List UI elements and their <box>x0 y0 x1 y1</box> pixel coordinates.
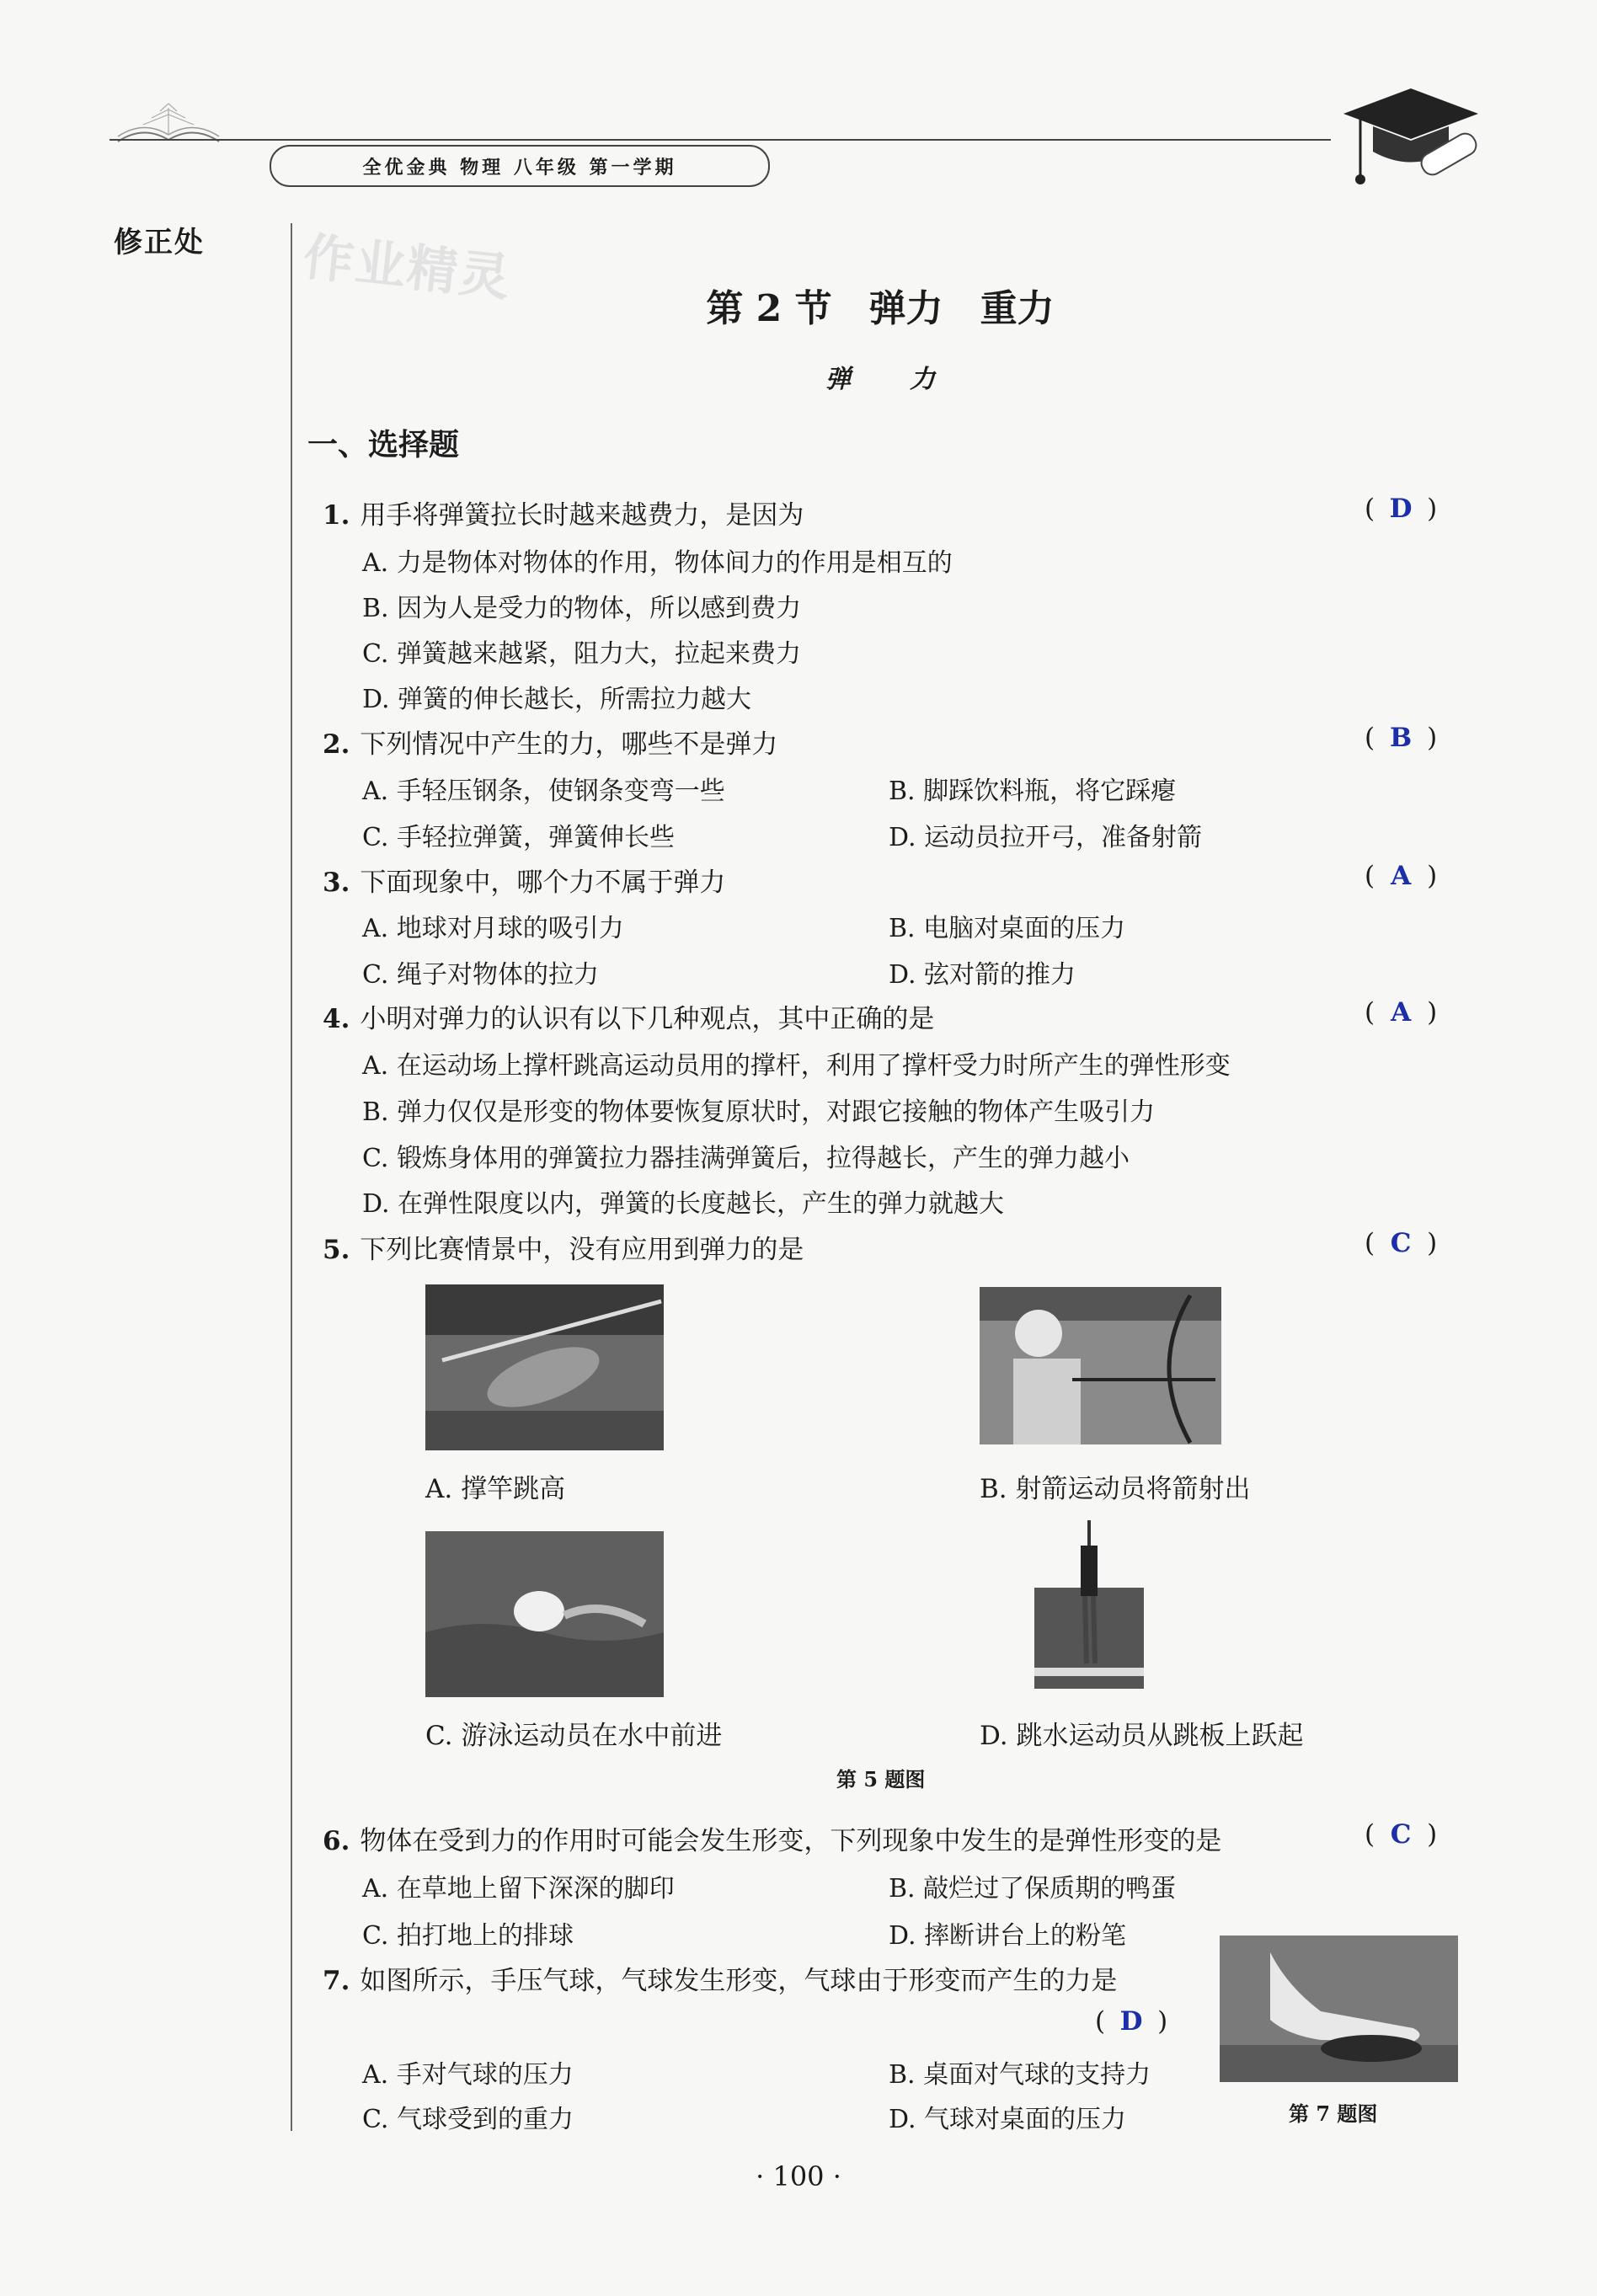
answer-4: ( A ) <box>1365 997 1438 1028</box>
q4-option-c: C. 锻炼身体用的弹簧拉力器挂满弹簧后，拉得越长，产生的弹力越小 <box>362 1144 1130 1173</box>
page-number: · 100 · <box>756 2160 841 2192</box>
question-5: 5. 下列比赛情景中，没有应用到弹力的是 <box>323 1235 804 1265</box>
q2-option-b: B. 脚踩饮料瓶，将它踩瘪 <box>889 777 1177 806</box>
answer-7: ( D ) <box>1095 2006 1168 2037</box>
q5-photo-b-caption: B. 射箭运动员将箭射出 <box>980 1474 1251 1504</box>
part-heading: 一、选择题 <box>307 428 460 462</box>
q2-option-a: A. 手轻压钢条，使钢条变弯一些 <box>362 777 725 806</box>
q6-option-d: D. 摔断讲台上的粉笔 <box>889 1921 1127 1951</box>
q4-option-b: B. 弹力仅仅是形变的物体要恢复原状时，对跟它接触的物体产生吸引力 <box>362 1097 1156 1127</box>
q1-option-d: D. 弹簧的伸长越长，所需拉力越大 <box>362 685 752 714</box>
open-book-icon <box>109 99 227 150</box>
q1-option-b: B. 因为人是受力的物体，所以感到费力 <box>362 594 802 623</box>
question-3: 3. 下面现象中，哪个力不属于弹力 <box>323 868 726 898</box>
margin-rule <box>291 223 292 2131</box>
series-title: 全优金典 物理 八年级 第一学期 <box>270 145 770 187</box>
section-title: 第 2 节 弹力 重力 <box>706 287 1055 330</box>
q6-option-a: A. 在草地上留下深深的脚印 <box>362 1874 675 1904</box>
graduation-cap-icon <box>1335 80 1487 190</box>
q2-option-c: C. 手轻拉弹簧，弹簧伸长些 <box>362 823 675 852</box>
q5-photo-c-caption: C. 游泳运动员在水中前进 <box>425 1721 723 1751</box>
q4-option-d: D. 在弹性限度以内，弹簧的长度越长，产生的弹力就越大 <box>362 1189 1005 1219</box>
answer-6: ( C ) <box>1365 1819 1438 1850</box>
q6-option-c: C. 拍打地上的排球 <box>362 1921 574 1951</box>
q7-option-b: B. 桌面对气球的支持力 <box>889 2060 1151 2090</box>
question-1: 1. 用手将弹簧拉长时越来越费力，是因为 <box>323 500 804 531</box>
hand-pressing-balloon-photo <box>1220 1936 1458 2082</box>
watermark: 作业精灵 <box>300 227 515 308</box>
q5-photo-a-caption: A. 撑竿跳高 <box>425 1474 566 1504</box>
answer-5: ( C ) <box>1365 1228 1438 1258</box>
q1-option-a: A. 力是物体对物体的作用，物体间力的作用是相互的 <box>362 548 953 578</box>
diving-photo <box>1034 1516 1144 1689</box>
q5-photo-d-caption: D. 跳水运动员从跳板上跃起 <box>980 1721 1304 1751</box>
q5-figure-label: 第 5 题图 <box>836 1767 926 1791</box>
question-6: 6. 物体在受到力的作用时可能会发生形变，下列现象中发生的是弹性形变的是 <box>323 1826 1222 1856</box>
question-7: 7. 如图所示，手压气球，气球发生形变，气球由于形变而产生的力是 <box>323 1966 1118 1996</box>
answer-3: ( A ) <box>1365 861 1438 891</box>
q7-option-c: C. 气球受到的重力 <box>362 2105 574 2134</box>
swimming-photo <box>425 1531 664 1697</box>
q2-option-d: D. 运动员拉开弓，准备射箭 <box>889 823 1203 852</box>
answer-1: ( D ) <box>1365 494 1438 524</box>
q3-option-a: A. 地球对月球的吸引力 <box>362 914 624 943</box>
q1-option-c: C. 弹簧越来越紧，阻力大，拉起来费力 <box>362 639 801 669</box>
question-4: 4. 小明对弹力的认识有以下几种观点，其中正确的是 <box>323 1004 935 1034</box>
margin-label: 修正处 <box>114 226 205 259</box>
q6-option-b: B. 敲烂过了保质期的鸭蛋 <box>889 1874 1177 1904</box>
header-rule <box>109 139 1331 141</box>
q7-option-d: D. 气球对桌面的压力 <box>889 2105 1127 2134</box>
q7-option-a: A. 手对气球的压力 <box>362 2060 574 2090</box>
question-2: 2. 下列情况中产生的力，哪些不是弹力 <box>323 729 778 760</box>
q3-option-b: B. 电脑对桌面的压力 <box>889 914 1126 943</box>
q4-option-a: A. 在运动场上撑杆跳高运动员用的撑杆，利用了撑杆受力时所产生的弹性形变 <box>362 1051 1231 1081</box>
q7-figure-label: 第 7 题图 <box>1289 2101 1378 2126</box>
answer-2: ( B ) <box>1365 723 1438 753</box>
archery-photo <box>980 1287 1221 1444</box>
subsection-title: 弹力 <box>825 365 994 394</box>
pole-vault-photo <box>425 1284 664 1450</box>
q3-option-c: C. 绳子对物体的拉力 <box>362 960 599 990</box>
q3-option-d: D. 弦对箭的推力 <box>889 960 1076 990</box>
